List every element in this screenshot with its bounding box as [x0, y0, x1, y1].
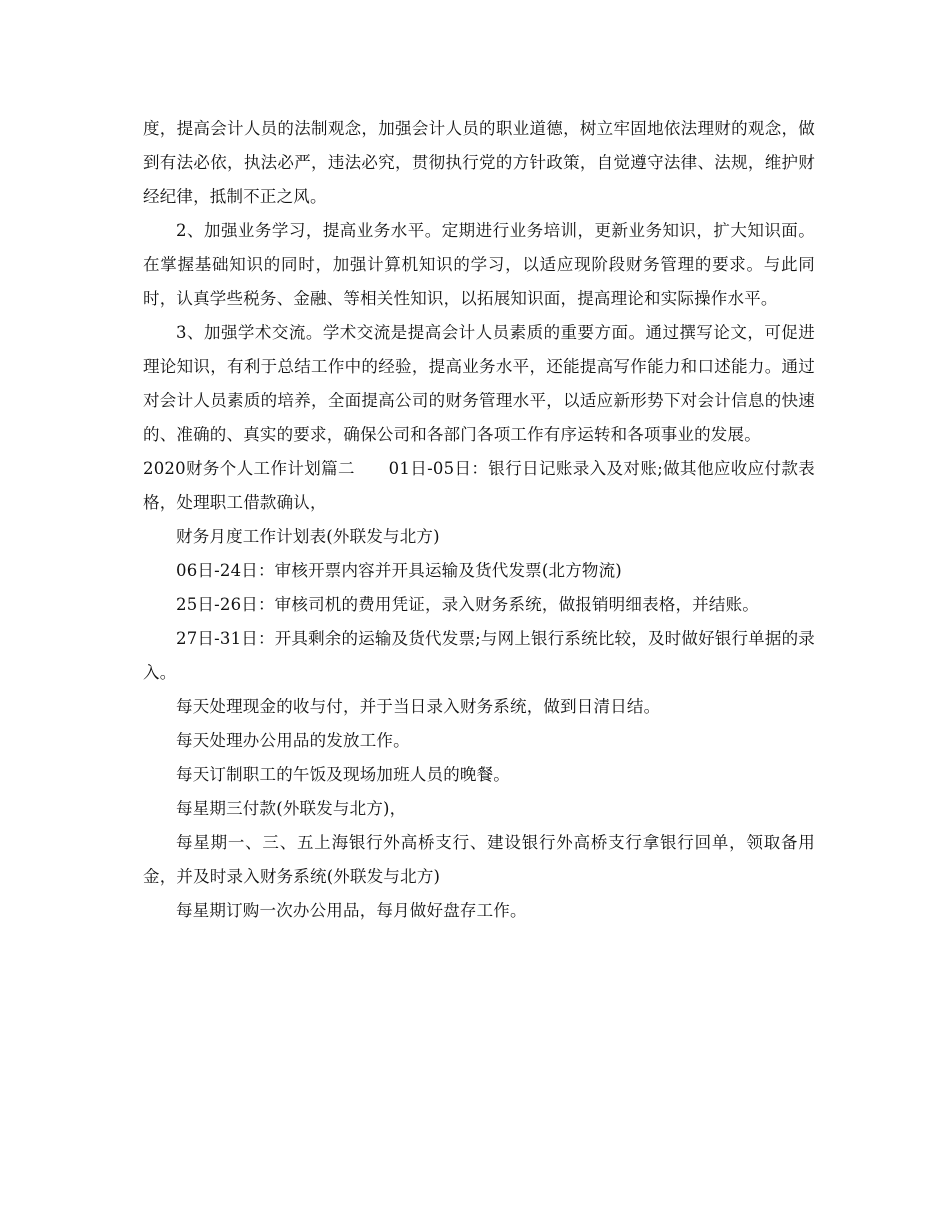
document-body: [143, 112, 815, 928]
paragraph-weekly-bank: 每星期一、三、五上海银行外高桥支行、建设银行外高桥支行拿银行回单，领取备用金，并及时录入财务系统(外联发与北方): [143, 833, 815, 886]
paragraph-schedule-25-26: 25日-26日：审核司机的费用凭证，录入财务系统，做报销明细表格，并结账。: [176, 595, 759, 614]
paragraph-schedule-06-24: 06日-24日：审核开票内容并开具运输及货代发票(北方物流): [176, 561, 622, 580]
paragraph-continuation: 度，提高会计人员的法制观念，加强会计人员的职业道德，树立牢固地依法理财的观念，做到有法必依，执法必严，违法必究，贯彻执行党的方针政策，自觉遵守法律、法规，维护财经纪律，抵制不正之风。: [143, 119, 815, 206]
paragraph-monthly-plan-title: 财务月度工作计划表(外联发与北方): [176, 527, 440, 546]
paragraph-daily-meals: 每天订制职工的午饭及现场加班人员的晚餐。: [176, 765, 510, 784]
paragraph-schedule-27-31: 27日-31日：开具剩余的运输及货代发票;与网上银行系统比较，及时做好银行单据的录入。: [143, 629, 815, 682]
paragraph-daily-supplies: 每天处理办公用品的发放工作。: [176, 731, 410, 750]
section-heading-plan-two: 2020财务个人工作计划篇二 01日-05日：银行日记账录入及对账;做其他应收应付款表格，处理职工借款确认，: [143, 459, 815, 512]
paragraph-item-2: 2、加强业务学习，提高业务水平。定期进行业务培训，更新业务知识，扩大知识面。在掌握基础知识的同时，加强计算机知识的学习，以适应现阶段财务管理的要求。与此同时，认真学些税务、金融、等相关性知识，以拓展知识面，提高理论和实际操作水平。: [143, 221, 815, 308]
paragraph-item-3: 3、加强学术交流。学术交流是提高会计人员素质的重要方面。通过撰写论文，可促进理论知识，有利于总结工作中的经验，提高业务水平，还能提高写作能力和口述能力。通过对会计人员素质的培养，全面提高公司的财务管理水平，以适应新形势下对会计信息的快速的、准确的、真实的要求，确保公司和各部门各项工作有序运转和各项事业的发展。: [143, 323, 815, 444]
paragraph-weekly-payment: 每星期三付款(外联发与北方)，: [176, 799, 407, 818]
paragraph-daily-cash: 每天处理现金的收与付，并于当日录入财务系统，做到日清日结。: [176, 697, 661, 716]
paragraph-weekly-purchase: 每星期订购一次办公用品，每月做好盘存工作。: [176, 901, 527, 920]
